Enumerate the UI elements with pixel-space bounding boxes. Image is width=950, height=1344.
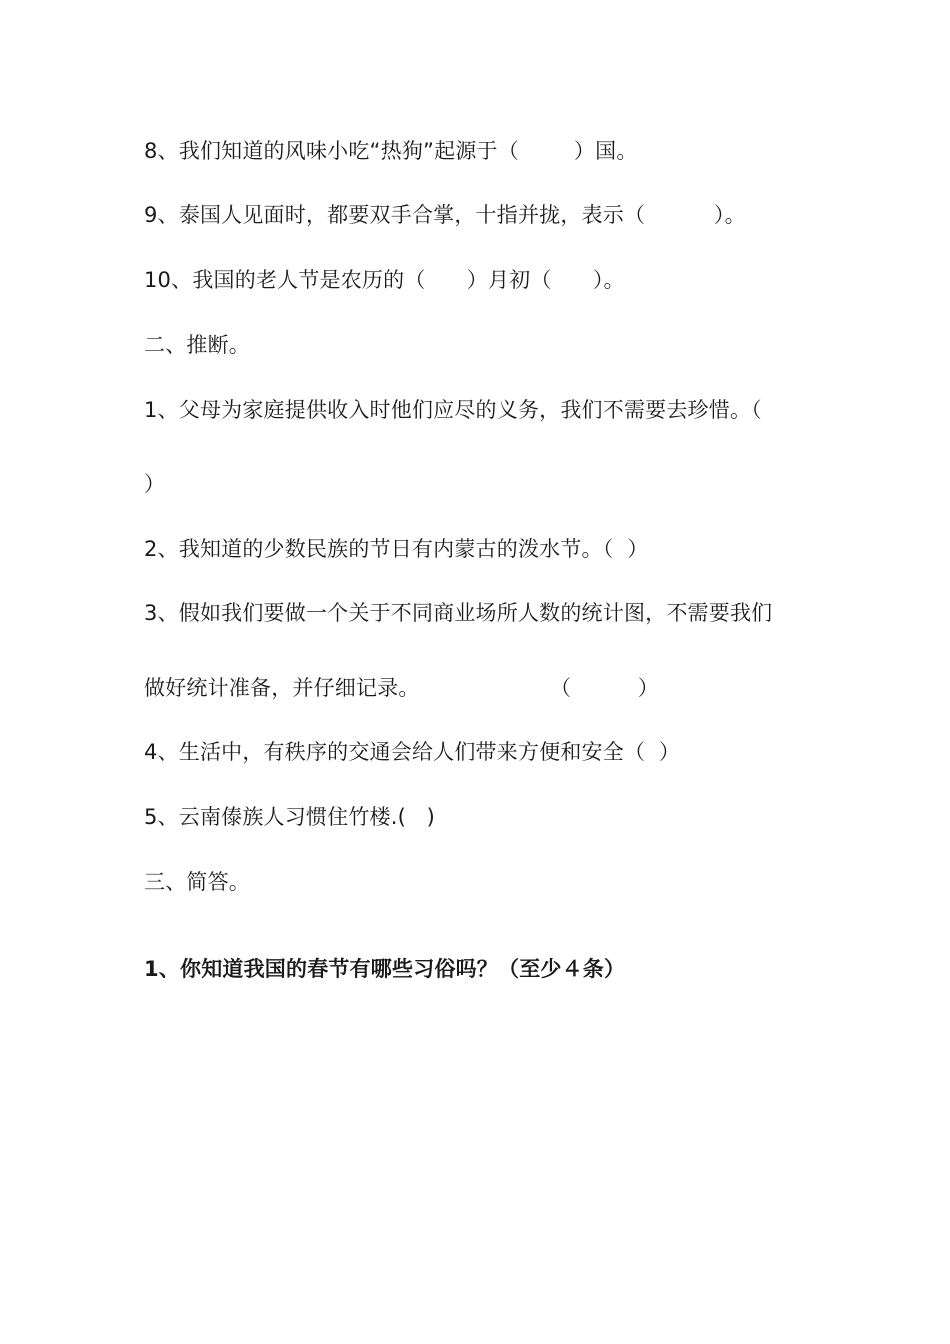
judgment-question-3: 3、假如我们要做一个关于不同商业场所人数的统计图，不需要我们 <box>144 601 773 625</box>
fill-in-question-8: 8、我们知道的风味小吃“热狗”起源于（ ）国。 <box>144 139 638 163</box>
section-2-heading: 二、推断。 <box>144 333 250 357</box>
section-3-heading: 三、简答。 <box>144 870 250 894</box>
fill-in-question-10: 10、我国的老人节是农历的（ ）月初（ ）。 <box>144 268 625 292</box>
short-answer-question-1: 1、你知道我国的春节有哪些习俗吗？（至少４条） <box>144 957 626 981</box>
judgment-question-4: 4、生活中，有秩序的交通会给人们带来方便和安全（ ） <box>144 740 681 764</box>
judgment-question-3-continued: 做好统计准备，并仔细记录。 <box>144 676 420 700</box>
judgment-question-1-answer-paren: ） <box>144 472 166 496</box>
fill-in-question-9: 9、泰国人见面时，都要双手合掌，十指并拢，表示（ ）。 <box>144 203 746 227</box>
judgment-question-1: 1、父母为家庭提供收入时他们应尽的义务，我们不需要去珍惜。（ <box>144 398 762 422</box>
judgment-question-5: 5、云南傣族人习惯住竹楼.( ) <box>144 805 436 829</box>
judgment-question-2: 2、我知道的少数民族的节日有内蒙古的泼水节。（ ） <box>144 537 649 561</box>
judgment-question-3-answer-paren: （ ） <box>550 676 659 700</box>
